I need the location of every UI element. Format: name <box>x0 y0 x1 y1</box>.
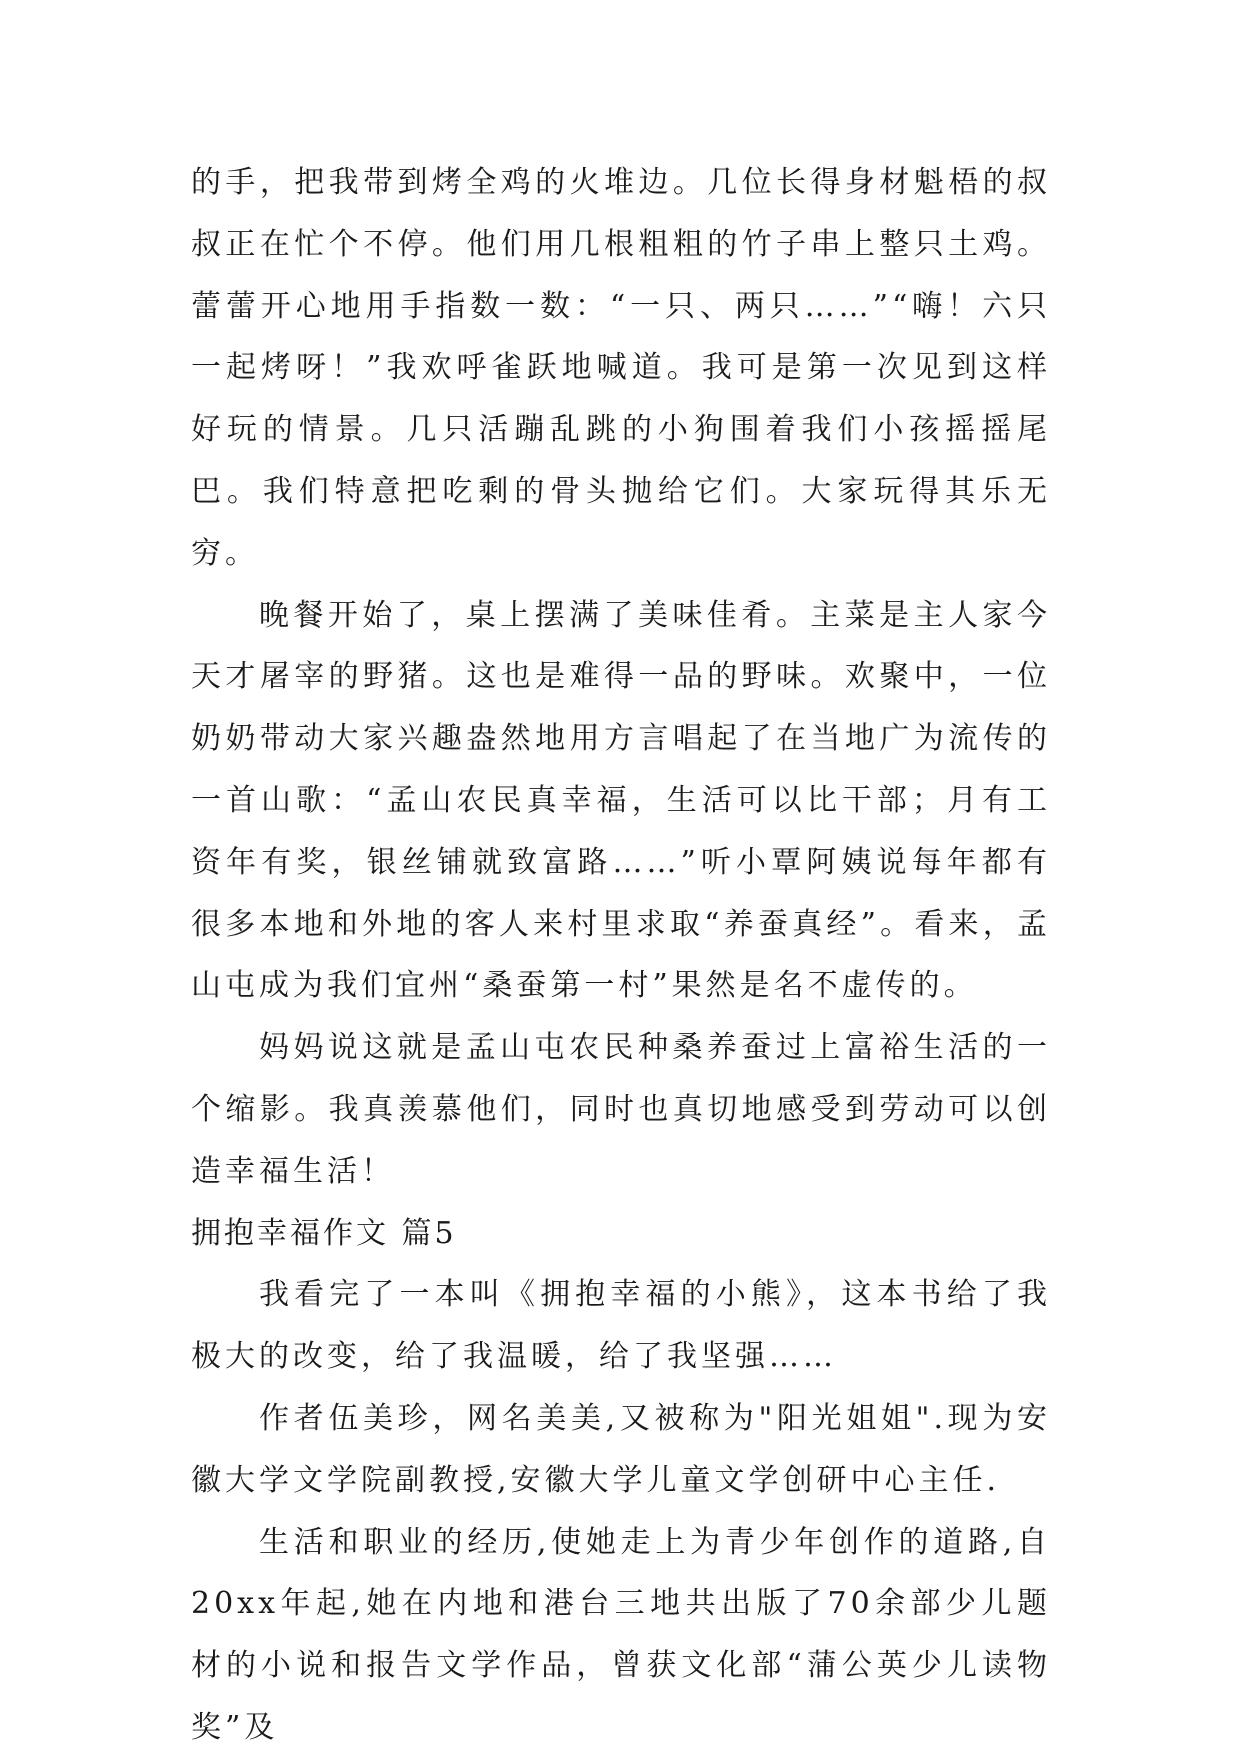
document-body <box>191 152 1051 1759</box>
paragraph-5: 作者伍美珍，网名美美,又被称为"阳光姐姐".现为安徽大学文学院副教授,安徽大学儿童文学创研中心主任. <box>191 1400 1051 1498</box>
paragraph-4: 我看完了一本叫《拥抱幸福的小熊》，这本书给了我极大的改变，给了我温暖，给了我坚强…… <box>191 1277 1051 1375</box>
section-heading: 拥抱幸福作文 篇5 <box>191 1215 457 1251</box>
paragraph-3: 妈妈说这就是孟山屯农民种桑养蚕过上富裕生活的一个缩影。我真羡慕他们，同时也真切地感受到劳动可以创造幸福生活！ <box>191 1030 1051 1189</box>
paragraph-1: 的手，把我带到烤全鸡的火堆边。几位长得身材魁梧的叔叔正在忙个不停。他们用几根粗粗的竹子串上整只土鸡。蕾蕾开心地用手指数一数：“一只、两只……”“嗨！六只一起烤呀！”我欢呼雀跃地喊道。我可是第一次见到这样好玩的情景。几只活蹦乱跳的小狗围着我们小孩摇摇尾巴。我们特意把吃剩的骨头抛给它们。大家玩得其乐无穷。 <box>191 165 1051 571</box>
paragraph-6: 生活和职业的经历,使她走上为青少年创作的道路,自20xx年起,她在内地和港台三地共出版了70余部少儿题材的小说和报告文学作品，曾获文化部“蒲公英少儿读物奖”及 <box>191 1524 1051 1745</box>
paragraph-2: 晚餐开始了，桌上摆满了美味佳肴。主菜是主人家今天才屠宰的野猪。这也是难得一品的野味。欢聚中，一位奶奶带动大家兴趣盎然地用方言唱起了在当地广为流传的一首山歌：“孟山农民真幸福，生活可以比干部；月有工资年有奖，银丝铺就致富路……”听小覃阿姨说每年都有很多本地和外地的客人来村里求取“养蚕真经”。看来，孟山屯成为我们宜州“桑蚕第一村”果然是名不虚传的。 <box>191 597 1051 1004</box>
